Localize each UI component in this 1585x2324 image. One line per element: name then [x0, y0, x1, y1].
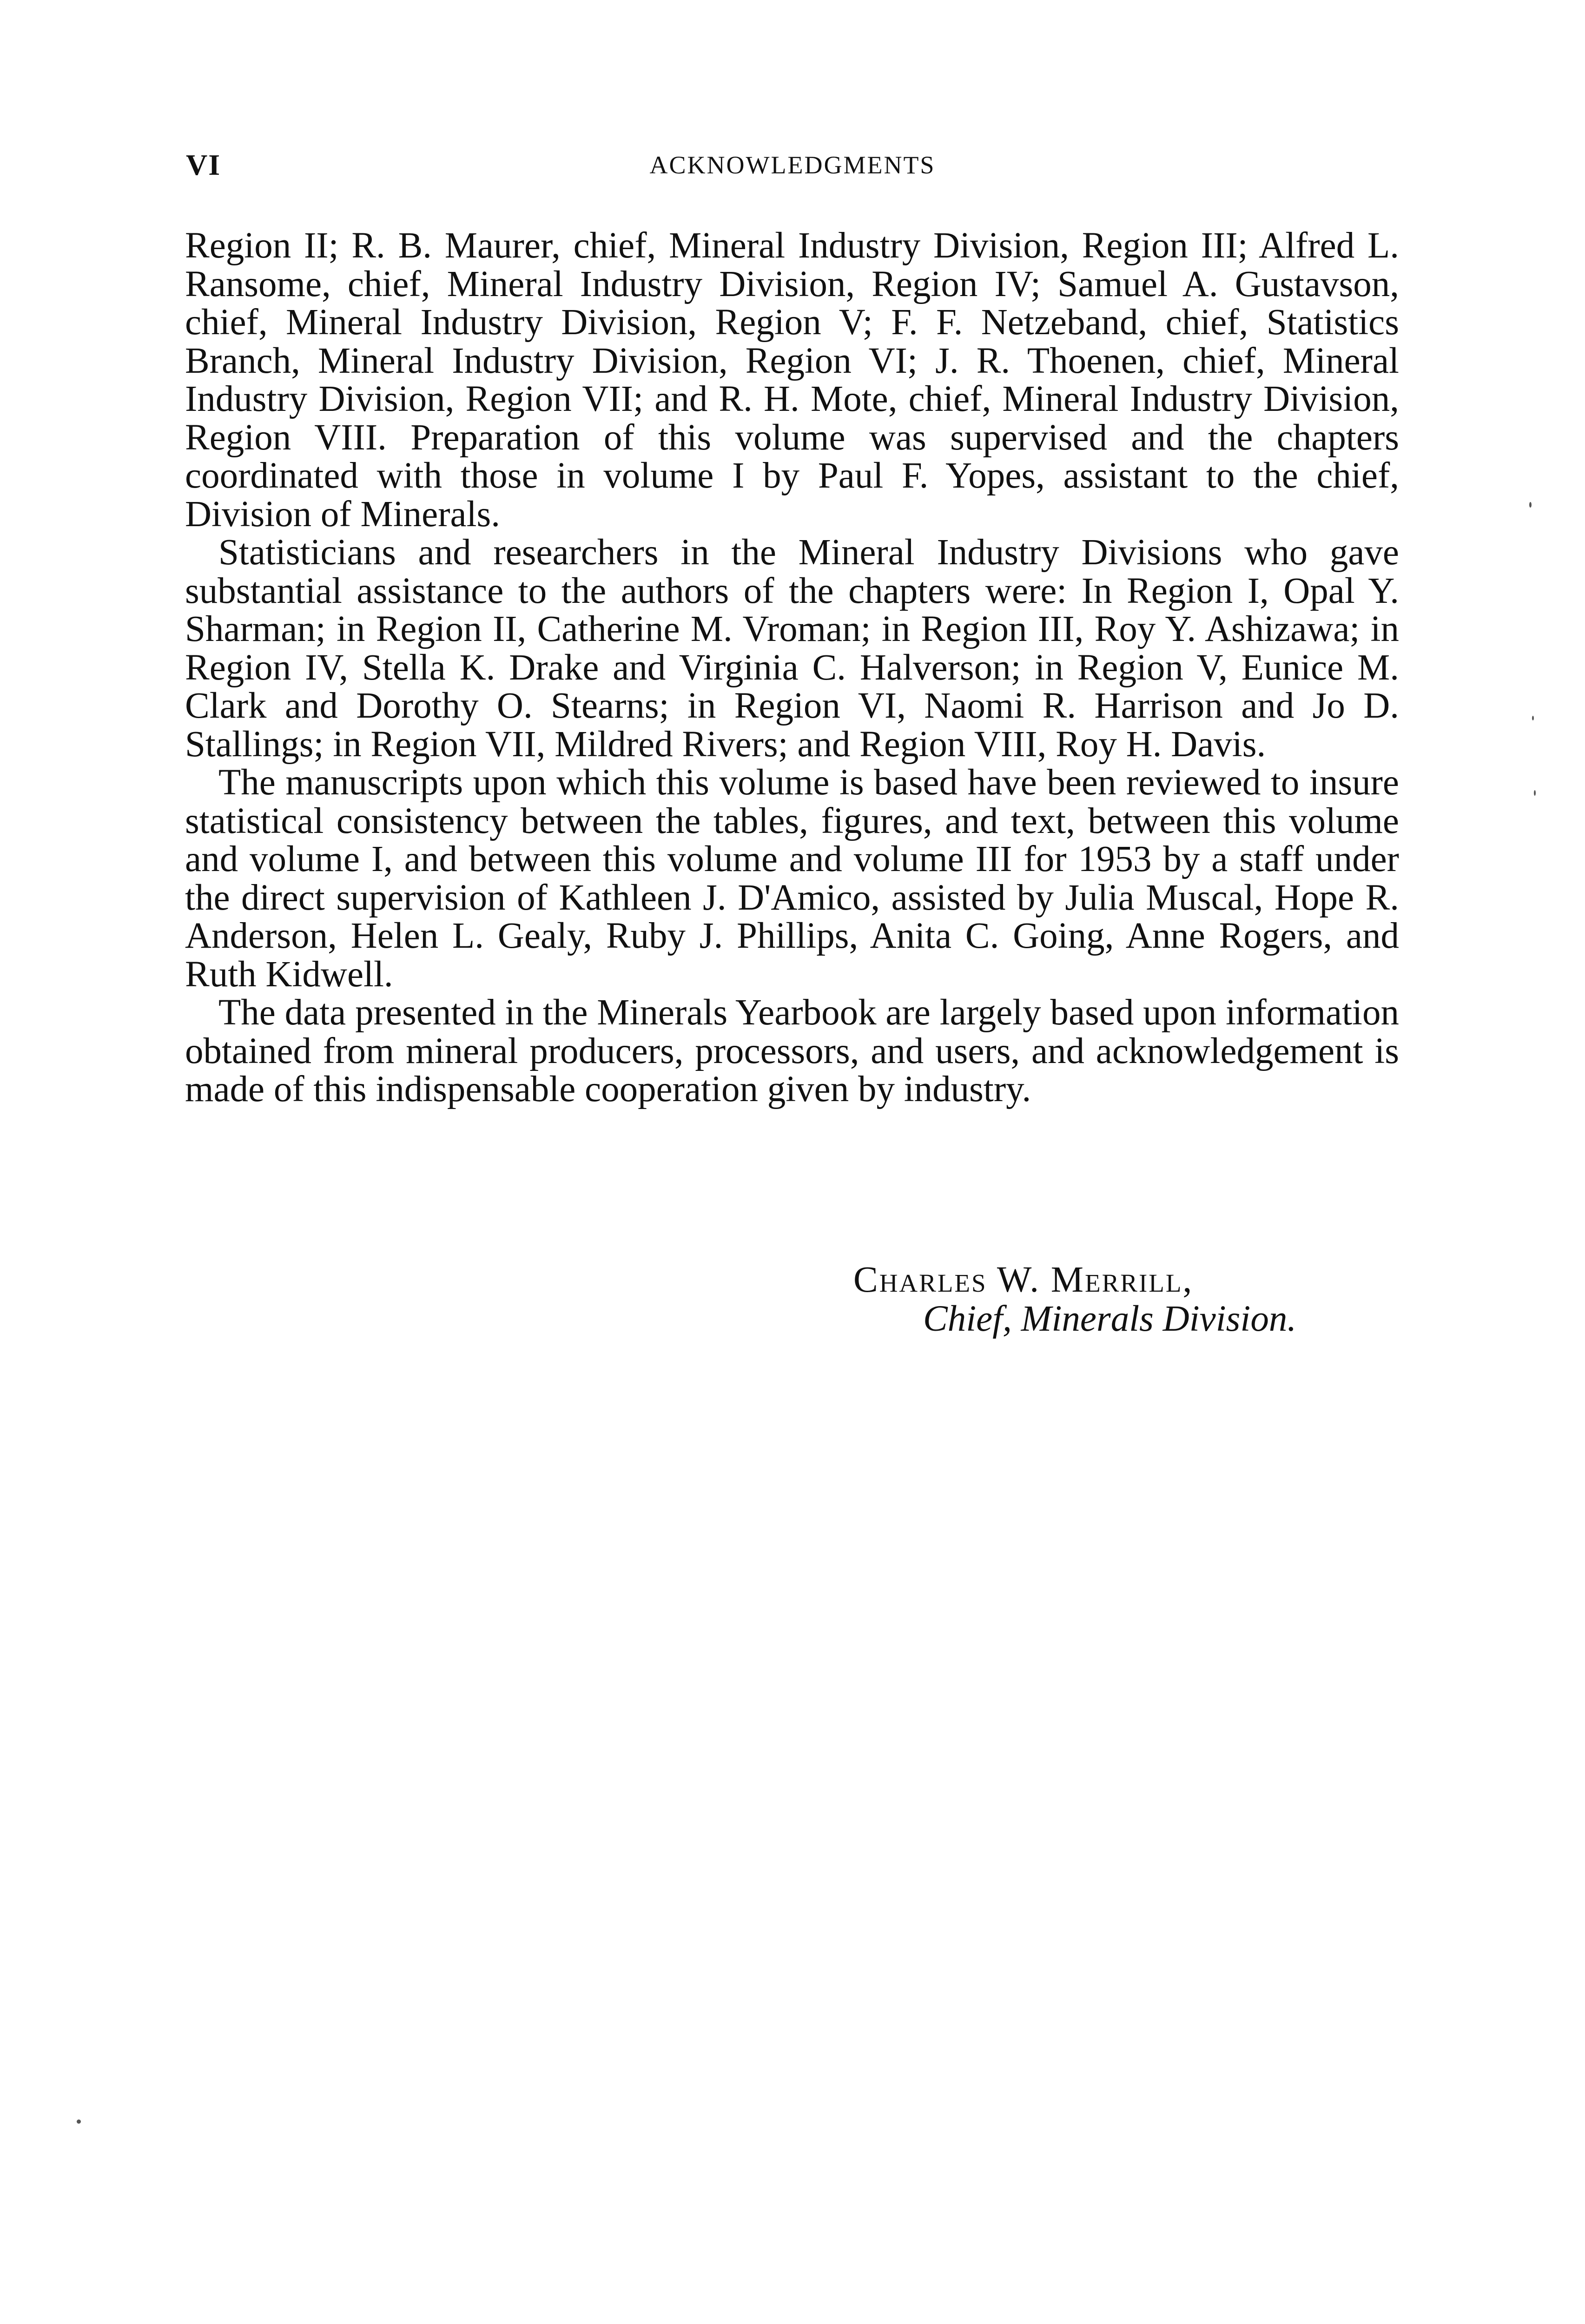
paragraph-statisticians: Statisticians and researchers in the Mineral Industry Divisions who gave substantial assistance to the authors of the chapters were: In Region I, Opal Y. Sharman; in Region II, Catherine M. Vroman; in Region III, Roy Y. Ashizawa; in Region IV, Stella K. Drake and Virginia C. Halverson; in Region V, Eunice M. Clark and Dorothy O. Stearns; in Region VI, Naomi R. Harrison and Jo D. Stallings; in Region VII, Mildred Rivers; and Region VIII, Roy H. Davis.: [185, 532, 1399, 765]
paragraph-continued: Region II; R. B. Maurer, chief, Mineral Industry Division, Region III; Alfred L. Ransome, chief, Mineral Industry Division, Region IV; Samuel A. Gustavson, chief, Mineral Industry Division, Region V; F. F. Netzeband, chief, Statistics Branch, Mineral Industry Division, Region VI; J. R. Thoenen, chief, Mineral Industry Division, Region VII; and R. H. Mote, chief, Mineral Industry Division, Region VIII. Preparation of this volume was supervised and the chapters coordinated with those in volume I by Paul F. Yopes, assistant to the chief, Division of Minerals.: [185, 225, 1399, 535]
scan-speck: [1534, 790, 1536, 796]
scan-speck: [77, 2119, 81, 2124]
scan-speck: [1529, 502, 1532, 508]
paragraph-data-sources: The data presented in the Minerals Yearbook are largely based upon information obtained from mineral producers, processors, and users, and acknowledgement is made of this indispensable cooperation given by industry.: [185, 992, 1399, 1109]
paragraph-manuscripts: The manuscripts upon which this volume is based have been reviewed to insure statistical consistency between the tables, figures, and text, between this volume and volume I, and between this volume and volume III for 1953 by a staff under the direct supervision of Kathleen J. D'Amico, assisted by Julia Muscal, Hope R. Anderson, Helen L. Gealy, Ruby J. Phillips, Anita C. Going, Anne Rogers, and Ruth Kidwell.: [185, 762, 1399, 995]
signature-title: Chief, Minerals Division.: [923, 1299, 1297, 1339]
signature-block: [853, 1261, 1402, 1339]
scan-speck: [1532, 716, 1534, 720]
signature-name: Charles W. Merrill,: [853, 1260, 1194, 1300]
running-head: [186, 148, 1399, 190]
body-text: [185, 227, 1399, 1109]
page-title: ACKNOWLEDGMENTS: [649, 151, 936, 179]
page-number: VI: [186, 148, 221, 181]
